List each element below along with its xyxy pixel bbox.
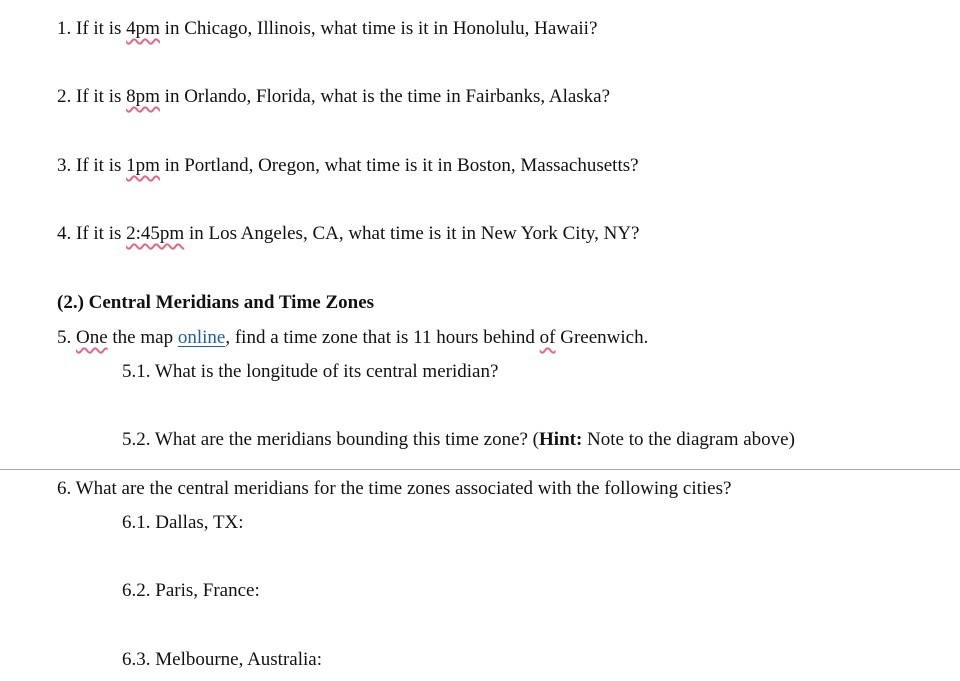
online-link[interactable]: online	[177, 327, 226, 348]
question-1-text: in Chicago, Illinois, what time is it in Honolulu, Hawaii?	[159, 18, 598, 39]
question-4-prefix: 4. If it is	[57, 223, 127, 244]
question-3-text: in Portland, Oregon, what time is it in Boston, Massachusetts?	[159, 155, 639, 176]
question-3	[57, 155, 639, 177]
question-5-number: 5.	[57, 327, 76, 348]
hint-label: Hint:	[539, 429, 583, 450]
question-2	[57, 86, 610, 108]
question-3-prefix: 3. If it is	[57, 155, 127, 176]
question-1-time: 4pm	[126, 18, 160, 39]
question-2-prefix: 2. If it is	[57, 86, 127, 107]
page-break-divider	[0, 469, 960, 470]
question-5-text-c: Greenwich.	[555, 327, 649, 348]
question-2-time: 8pm	[126, 86, 160, 107]
question-5-2	[122, 429, 795, 451]
section-heading: (2.) Central Meridians and Time Zones	[57, 292, 375, 313]
question-1-prefix: 1. If it is	[57, 18, 127, 39]
question-5-word-of: of	[539, 327, 556, 348]
question-1	[57, 18, 597, 40]
question-3-time: 1pm	[126, 155, 160, 176]
question-5-text-b: , find a time zone that is 11 hours behind	[225, 327, 540, 348]
question-6-1: 6.1. Dallas, TX:	[122, 512, 244, 533]
question-6-2: 6.2. Paris, France:	[122, 580, 260, 601]
question-6: 6. What are the central meridians for the time zones associated with the following cities?	[57, 478, 732, 499]
question-5-text-a: the map	[107, 327, 178, 348]
question-6-3: 6.3. Melbourne, Australia:	[122, 649, 322, 670]
question-4-text: in Los Angeles, CA, what time is it in New York City, NY?	[184, 223, 640, 244]
question-5-2-text: 5.2. What are the meridians bounding this time zone? (	[122, 429, 540, 450]
question-5	[57, 327, 648, 349]
question-5-2-hint-text: Note to the diagram above)	[582, 429, 795, 450]
question-5-word-one: One	[76, 327, 108, 348]
question-2-text: in Orlando, Florida, what is the time in Fairbanks, Alaska?	[159, 86, 611, 107]
question-4-time: 2:45pm	[126, 223, 185, 244]
question-5-1: 5.1. What is the longitude of its central meridian?	[122, 361, 499, 382]
question-4	[57, 223, 640, 245]
